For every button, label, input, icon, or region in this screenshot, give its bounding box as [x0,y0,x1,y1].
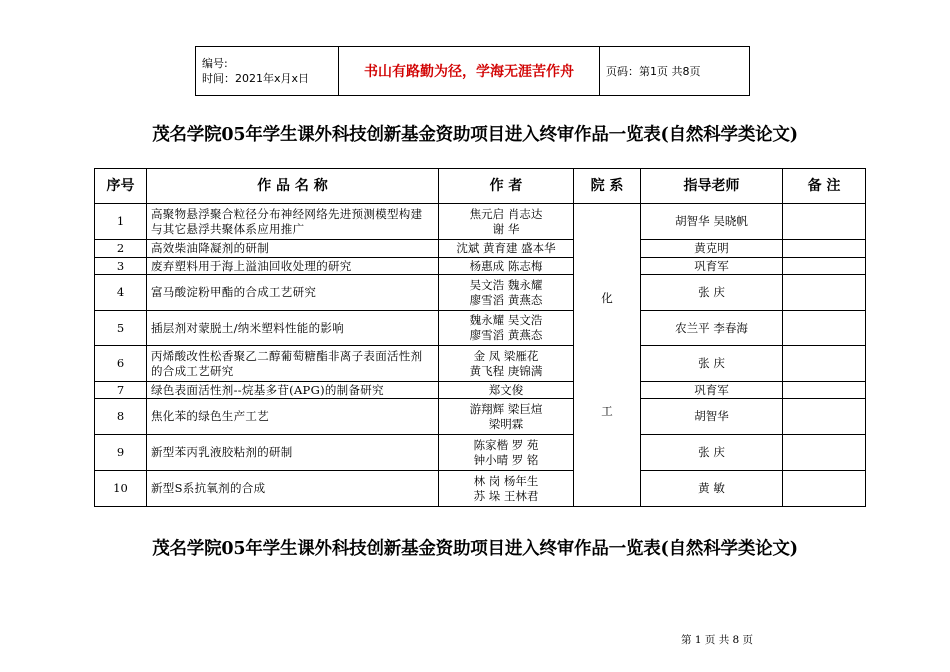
author-line: 杨惠成 陈志梅 [469,258,543,273]
note [783,399,866,435]
page-info: 页码：第1页 共8页 [600,47,750,96]
note [783,275,866,311]
table-row [95,471,866,507]
authors [439,471,574,507]
author-line: 林 岗 杨年生 [473,473,539,488]
advisor: 巩育军 [641,258,783,275]
project-name: 富马酸淀粉甲酯的合成工艺研究 [147,275,439,311]
author-line: 廖雪滔 黄燕态 [469,328,543,342]
row-no: 7 [95,382,147,399]
advisor: 巩育军 [641,382,783,399]
author-line: 金 凤 梁雁花 [473,348,539,363]
col-header-name: 作 品 名 称 [147,169,439,204]
authors [439,399,574,435]
advisor: 胡智华 [641,399,783,435]
authors [439,346,574,382]
authors [439,275,574,311]
table-row [95,240,866,258]
note [783,471,866,507]
table-row [95,435,866,471]
row-no: 1 [95,204,147,240]
advisor: 黄 敏 [641,471,783,507]
page-title-repeat: 茂名学院05年学生课外科技创新基金资助项目进入终审作品一览表(自然科学类论文) [152,539,798,559]
number-label: 编号: [202,57,228,70]
project-name: 高聚物悬浮聚合粒径分布神经网络先进预测模型构建与其它悬浮共聚体系应用推广 [147,204,439,240]
row-no: 4 [95,275,147,311]
row-no: 5 [95,311,147,346]
author-line: 游翔辉 梁巨煊 [469,401,543,416]
table-row [95,258,866,275]
authors [439,382,574,399]
row-no: 2 [95,240,147,258]
project-name: 焦化苯的绿色生产工艺 [147,399,439,435]
author-line: 廖雪滔 黄燕态 [469,292,543,307]
header-meta [196,47,339,96]
advisor: 张 庆 [641,275,783,311]
motto: 书山有路勤为径，学海无涯苦作舟 [339,47,600,96]
col-header-advisor: 指导老师 [641,169,783,204]
note [783,240,866,258]
author-line: 黄飞程 庚锦满 [469,363,543,378]
table-row [95,382,866,399]
row-no: 10 [95,471,147,507]
authors [439,435,574,471]
projects-table [94,168,866,507]
note [783,346,866,382]
authors [439,204,574,240]
row-no: 6 [95,346,147,382]
authors [439,258,574,275]
col-header-note: 备 注 [783,169,866,204]
author-line: 苏 垛 王林君 [473,488,539,503]
note [783,435,866,471]
advisor: 胡智华 吴晓帆 [641,204,783,240]
department-char: 化 [601,291,613,305]
department-cell [574,204,641,507]
row-no: 9 [95,435,147,471]
table-row [95,275,866,311]
row-no: 3 [95,258,147,275]
col-header-department: 院 系 [574,169,641,204]
table-row [95,311,866,346]
col-header-no: 序号 [95,169,147,204]
page-header [195,46,750,96]
author-line: 钟小晴 罗 铭 [473,452,539,467]
project-name: 绿色表面活性剂--烷基多苷(APG)的制备研究 [147,382,439,399]
table-header-row [95,169,866,204]
advisor: 张 庆 [641,435,783,471]
project-name: 新型S系抗氧剂的合成 [147,471,439,507]
table-row [95,399,866,435]
page-title: 茂名学院05年学生课外科技创新基金资助项目进入终审作品一览表(自然科学类论文) [152,125,798,145]
note [783,311,866,346]
authors [439,240,574,258]
time-label: 时间：2021年x月x日 [202,72,310,85]
author-line: 陈家楷 罗 苑 [473,437,539,452]
project-name: 插层剂对蒙脱土/纳米塑料性能的影响 [147,311,439,346]
advisor: 黄克明 [641,240,783,258]
row-no: 8 [95,399,147,435]
author-line: 沈斌 黄育建 盛本华 [456,241,556,255]
author-line: 郑文俊 [488,382,524,397]
advisor: 农兰平 李春海 [641,311,783,346]
project-name: 丙烯酸改性松香聚乙二醇葡萄糖酯非离子表面活性剂的合成工艺研究 [147,346,439,382]
advisor: 张 庆 [641,346,783,382]
table-row [95,346,866,382]
note [783,258,866,275]
table-row [95,204,866,240]
author-line: 魏永耀 吴文浩 [469,313,543,327]
project-name: 新型苯丙乳液胶粘剂的研制 [147,435,439,471]
author-line: 梁明霖 [488,416,524,431]
author-line: 焦元启 肖志达 [469,206,543,221]
author-line: 谢 华 [492,221,520,236]
author-line: 吴文浩 魏永耀 [469,277,543,292]
project-name: 高效柴油降凝剂的研制 [147,240,439,258]
col-header-authors: 作 者 [439,169,574,204]
authors [439,311,574,346]
note [783,204,866,240]
department-char: 工 [601,404,613,418]
page-footer: 第 1 页 共 8 页 [681,634,754,646]
project-name: 废弃塑料用于海上溢油回收处理的研究 [147,258,439,275]
note [783,382,866,399]
